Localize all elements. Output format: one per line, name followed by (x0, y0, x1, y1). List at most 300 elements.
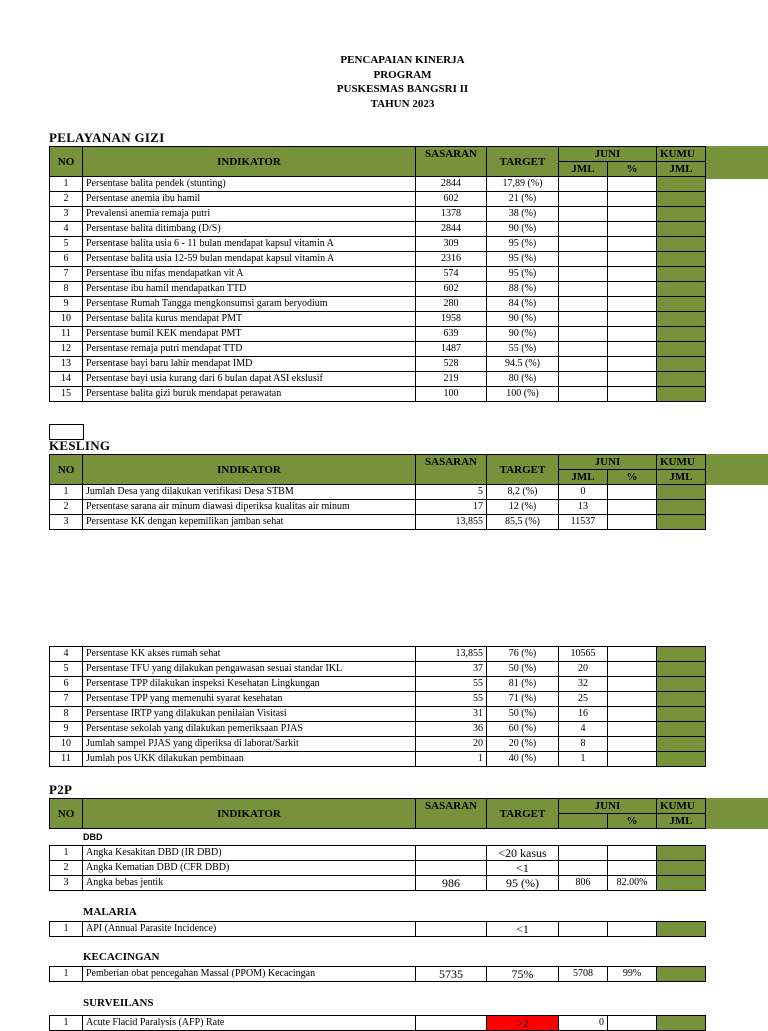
row-target: 17,89 (%) (487, 177, 559, 192)
row-indikator: Persentase Rumah Tangga mengkonsumsi garam beryodium (83, 297, 416, 312)
row-juni-jml (559, 222, 608, 237)
row-indikator: Persentase KK akses rumah sehat (83, 647, 416, 662)
row-indikator: Angka Kesakitan DBD (IR DBD) (83, 846, 416, 861)
row-no: 2 (50, 192, 83, 207)
title-line-2: PROGRAM (373, 68, 432, 81)
row-target: 20 (%) (487, 737, 559, 752)
row-sasaran: 602 (416, 192, 487, 207)
row-no: 9 (50, 722, 83, 737)
row-target: 81 (%) (487, 677, 559, 692)
row-indikator: Prevalensi anemia remaja putri (83, 207, 416, 222)
row-juni-jml (559, 312, 608, 327)
row-no: 7 (50, 692, 83, 707)
row-sasaran (416, 846, 487, 861)
row-indikator: Persentase bayi usia kurang dari 6 bulan dapat ASI ekslusif (83, 372, 416, 387)
table-row (50, 662, 706, 677)
gizi-table (49, 146, 706, 402)
row-indikator: Jumlah sampel PJAS yang diperiksa di laborat/Sarkit (83, 737, 416, 752)
row-juni-jml (559, 237, 608, 252)
row-juni-jml: 5708 (559, 967, 608, 982)
row-juni-pct: 82.00% (608, 876, 657, 891)
row-target: 95 (%) (487, 267, 559, 282)
row-target: 75% (487, 967, 559, 982)
row-juni-pct (608, 737, 657, 752)
row-kumulatif-jml (657, 387, 706, 402)
table-row (50, 692, 706, 707)
row-kumulatif-jml (657, 922, 706, 937)
header-extension (706, 146, 768, 179)
table-row (50, 387, 706, 402)
row-kumulatif-jml (657, 207, 706, 222)
header-extension (706, 798, 768, 829)
row-juni-pct (608, 677, 657, 692)
row-no: 8 (50, 282, 83, 297)
row-sasaran: 2316 (416, 252, 487, 267)
row-kumulatif-jml (657, 252, 706, 267)
row-target: 38 (%) (487, 207, 559, 222)
row-indikator: Angka Kematian DBD (CFR DBD) (83, 861, 416, 876)
row-juni-pct (608, 1016, 657, 1031)
col-kumulatif-header: KUMU (657, 455, 706, 470)
col-sasaran-header: SASARAN (416, 799, 487, 829)
row-no: 11 (50, 752, 83, 767)
row-juni-jml (559, 252, 608, 267)
row-target: >2 (487, 1016, 559, 1031)
row-kumulatif-jml (657, 342, 706, 357)
row-indikator: Jumlah Desa yang dilakukan verifikasi Desa STBM (83, 485, 416, 500)
row-kumulatif-jml (657, 1016, 706, 1031)
table-row (50, 861, 706, 876)
row-target: 100 (%) (487, 387, 559, 402)
row-juni-jml: 0 (559, 485, 608, 500)
row-juni-pct (608, 252, 657, 267)
row-juni-jml (559, 192, 608, 207)
row-no: 12 (50, 342, 83, 357)
col-target-header: TARGET (487, 455, 559, 485)
row-indikator: Persentase balita usia 6 - 11 bulan mendapat kapsul vitamin A (83, 237, 416, 252)
row-sasaran: 602 (416, 282, 487, 297)
row-target: 21 (%) (487, 192, 559, 207)
row-target: 55 (%) (487, 342, 559, 357)
row-no: 1 (50, 1016, 83, 1031)
row-no: 5 (50, 237, 83, 252)
row-indikator: Persentase remaja putri mendapat TTD (83, 342, 416, 357)
table-row (50, 282, 706, 297)
row-juni-pct (608, 387, 657, 402)
row-no: 2 (50, 861, 83, 876)
row-kumulatif-jml (657, 707, 706, 722)
row-no: 3 (50, 876, 83, 891)
col-kumulatif-header: KUMU (657, 147, 706, 162)
dbd-label: DBD (83, 832, 103, 842)
kesling-table (49, 454, 706, 530)
row-no: 4 (50, 647, 83, 662)
row-indikator: Persentase ibu hamil mendapatkan TTD (83, 282, 416, 297)
row-target: 80 (%) (487, 372, 559, 387)
row-no: 7 (50, 267, 83, 282)
row-juni-jml: 8 (559, 737, 608, 752)
table-row (50, 357, 706, 372)
row-kumulatif-jml (657, 692, 706, 707)
row-juni-jml: 32 (559, 677, 608, 692)
dbd-table (49, 845, 706, 891)
row-juni-pct (608, 237, 657, 252)
table-row (50, 967, 706, 982)
row-indikator: Persentase balita kurus mendapat PMT (83, 312, 416, 327)
table-row (50, 297, 706, 312)
col-sasaran-header: SASARAN (416, 147, 487, 177)
table-row (50, 312, 706, 327)
row-juni-jml: 11537 (559, 515, 608, 530)
row-sasaran: 36 (416, 722, 487, 737)
row-juni-pct (608, 207, 657, 222)
row-sasaran: 55 (416, 677, 487, 692)
kesling-table-continued (49, 646, 706, 767)
row-sasaran: 528 (416, 357, 487, 372)
row-sasaran: 1 (416, 752, 487, 767)
row-kumulatif-jml (657, 267, 706, 282)
row-no: 6 (50, 677, 83, 692)
col-juni-pct-header: % (608, 814, 657, 829)
row-juni-jml (559, 267, 608, 282)
row-target: 60 (%) (487, 722, 559, 737)
row-no: 6 (50, 252, 83, 267)
row-target: 50 (%) (487, 707, 559, 722)
row-target: <1 (487, 861, 559, 876)
table-row (50, 207, 706, 222)
row-target: 95 (%) (487, 237, 559, 252)
row-sasaran: 639 (416, 327, 487, 342)
row-indikator: Persentase KK dengan kepemilikan jamban sehat (83, 515, 416, 530)
row-kumulatif-jml (657, 752, 706, 767)
report-title (0, 53, 768, 111)
row-no: 13 (50, 357, 83, 372)
table-row (50, 677, 706, 692)
table-row (50, 752, 706, 767)
row-indikator: Persentase balita usia 12-59 bulan mendapat kapsul vitamin A (83, 252, 416, 267)
row-no: 3 (50, 515, 83, 530)
title-line-1: PENCAPAIAN KINERJA (340, 54, 465, 66)
table-row (50, 922, 706, 937)
table-row (50, 485, 706, 500)
row-juni-jml (559, 327, 608, 342)
row-kumulatif-jml (657, 312, 706, 327)
row-no: 1 (50, 922, 83, 937)
row-target: 71 (%) (487, 692, 559, 707)
row-indikator: Persentase TPP dilakukan inspeksi Kesehatan Lingkungan (83, 677, 416, 692)
table-row (50, 846, 706, 861)
table-row (50, 722, 706, 737)
col-indikator-header: INDIKATOR (83, 147, 416, 177)
row-kumulatif-jml (657, 500, 706, 515)
row-target: <1 (487, 922, 559, 937)
row-juni-pct: 99% (608, 967, 657, 982)
row-juni-jml (559, 922, 608, 937)
col-kumulatif-jml-header: JML (657, 470, 706, 485)
row-target: 85,5 (%) (487, 515, 559, 530)
section-p2p-label: P2P (49, 782, 73, 797)
row-juni-pct (608, 372, 657, 387)
table-row (50, 237, 706, 252)
row-juni-jml: 806 (559, 876, 608, 891)
row-sasaran: 5735 (416, 967, 487, 982)
row-juni-jml: 10565 (559, 647, 608, 662)
row-indikator: Jumlah pos UKK dilakukan pembinaan (83, 752, 416, 767)
row-sasaran: 5 (416, 485, 487, 500)
table-row (50, 707, 706, 722)
kecacingan-table (49, 966, 706, 982)
row-indikator: Persentase balita ditimbang (D/S) (83, 222, 416, 237)
row-juni-jml (559, 387, 608, 402)
surveilans-table (49, 1015, 706, 1031)
row-sasaran (416, 922, 487, 937)
row-sasaran: 2844 (416, 222, 487, 237)
row-sasaran: 986 (416, 876, 487, 891)
table-row (50, 647, 706, 662)
row-kumulatif-jml (657, 647, 706, 662)
row-no: 2 (50, 500, 83, 515)
row-indikator: Persentase balita gizi buruk mendapat perawatan (83, 387, 416, 402)
row-kumulatif-jml (657, 662, 706, 677)
row-juni-jml: 25 (559, 692, 608, 707)
table-row (50, 222, 706, 237)
col-juni-jml-header: JML (559, 162, 608, 177)
row-no: 10 (50, 737, 83, 752)
row-juni-jml: 1 (559, 752, 608, 767)
row-juni-pct (608, 177, 657, 192)
table-row (50, 372, 706, 387)
col-no-header: NO (50, 799, 83, 829)
row-juni-pct (608, 707, 657, 722)
row-indikator: Persentase bayi baru lahir mendapat IMD (83, 357, 416, 372)
row-juni-jml: 16 (559, 707, 608, 722)
row-juni-pct (608, 192, 657, 207)
col-no-header: NO (50, 147, 83, 177)
col-juni-jml-header (559, 814, 608, 829)
row-kumulatif-jml (657, 282, 706, 297)
section-gizi-label: PELAYANAN GIZI (49, 130, 165, 145)
malaria-table (49, 921, 706, 937)
row-kumulatif-jml (657, 861, 706, 876)
p2p-header-table (49, 798, 706, 829)
row-no: 4 (50, 222, 83, 237)
row-sasaran: 1487 (416, 342, 487, 357)
table-row (50, 515, 706, 530)
col-indikator-header: INDIKATOR (83, 455, 416, 485)
table-row (50, 192, 706, 207)
row-indikator: Persentase ibu nifas mendapatkan vit A (83, 267, 416, 282)
surveilans-label: SURVEILANS (83, 997, 154, 1009)
row-juni-pct (608, 515, 657, 530)
row-juni-pct (608, 282, 657, 297)
row-juni-pct (608, 722, 657, 737)
row-kumulatif-jml (657, 177, 706, 192)
row-no: 1 (50, 177, 83, 192)
row-no: 8 (50, 707, 83, 722)
row-kumulatif-jml (657, 485, 706, 500)
col-no-header: NO (50, 455, 83, 485)
row-target: 94.5 (%) (487, 357, 559, 372)
table-row (50, 327, 706, 342)
row-no: 1 (50, 485, 83, 500)
table-row (50, 252, 706, 267)
row-kumulatif-jml (657, 722, 706, 737)
row-juni-pct (608, 222, 657, 237)
row-sasaran: 17 (416, 500, 487, 515)
row-indikator: Pemberian obat pencegahan Massal (PPOM) Kecacingan (83, 967, 416, 982)
row-juni-pct (608, 357, 657, 372)
row-target: 88 (%) (487, 282, 559, 297)
row-juni-pct (608, 327, 657, 342)
row-juni-jml: 4 (559, 722, 608, 737)
row-juni-pct (608, 647, 657, 662)
row-kumulatif-jml (657, 237, 706, 252)
row-no: 5 (50, 662, 83, 677)
row-sasaran: 1958 (416, 312, 487, 327)
col-juni-jml-header: JML (559, 470, 608, 485)
row-juni-jml (559, 357, 608, 372)
col-indikator-header: INDIKATOR (83, 799, 416, 829)
row-no: 11 (50, 327, 83, 342)
row-target: 12 (%) (487, 500, 559, 515)
row-sasaran: 574 (416, 267, 487, 282)
row-kumulatif-jml (657, 737, 706, 752)
table-row (50, 737, 706, 752)
row-target: <20 kasus (487, 846, 559, 861)
row-no: 10 (50, 312, 83, 327)
col-sasaran-header: SASARAN (416, 455, 487, 485)
section-kesling-label: KESLING (49, 438, 111, 453)
title-line-4: TAHUN 2023 (370, 97, 435, 110)
col-target-header: TARGET (487, 799, 559, 829)
row-juni-jml (559, 282, 608, 297)
row-sasaran (416, 1016, 487, 1031)
kecacingan-label: KECACINGAN (83, 951, 160, 963)
row-indikator: Persentase bumil KEK mendapat PMT (83, 327, 416, 342)
row-juni-pct (608, 662, 657, 677)
row-no: 15 (50, 387, 83, 402)
col-juni-header: JUNI (559, 455, 657, 470)
row-no: 1 (50, 846, 83, 861)
col-juni-header: JUNI (559, 147, 657, 162)
row-target: 84 (%) (487, 297, 559, 312)
row-kumulatif-jml (657, 677, 706, 692)
row-juni-pct (608, 267, 657, 282)
table-row (50, 1016, 706, 1031)
table-row (50, 267, 706, 282)
row-target: 50 (%) (487, 662, 559, 677)
table-row (50, 876, 706, 891)
row-sasaran: 31 (416, 707, 487, 722)
row-target: 90 (%) (487, 222, 559, 237)
row-juni-pct (608, 922, 657, 937)
col-juni-header: JUNI (559, 799, 657, 814)
row-sasaran: 2844 (416, 177, 487, 192)
col-juni-pct-header: % (608, 162, 657, 177)
row-target: 8,2 (%) (487, 485, 559, 500)
row-juni-pct (608, 692, 657, 707)
row-indikator: Persentase TPP yang memenuhi syarat kesehatan (83, 692, 416, 707)
row-sasaran: 13,855 (416, 515, 487, 530)
row-juni-pct (608, 485, 657, 500)
row-indikator: Persentase TFU yang dilakukan pengawasan sesuai standar IKL (83, 662, 416, 677)
row-target: 90 (%) (487, 312, 559, 327)
row-kumulatif-jml (657, 372, 706, 387)
row-indikator: Persentase balita pendek (stunting) (83, 177, 416, 192)
row-sasaran: 37 (416, 662, 487, 677)
row-juni-jml (559, 342, 608, 357)
malaria-label: MALARIA (83, 906, 137, 918)
row-kumulatif-jml (657, 192, 706, 207)
row-juni-pct (608, 861, 657, 876)
row-juni-jml (559, 177, 608, 192)
row-kumulatif-jml (657, 357, 706, 372)
row-juni-jml (559, 372, 608, 387)
row-juni-pct (608, 342, 657, 357)
table-row (50, 177, 706, 192)
row-sasaran: 100 (416, 387, 487, 402)
row-indikator: API (Annual Parasite Incidence) (83, 922, 416, 937)
col-kumulatif-jml-header: JML (657, 162, 706, 177)
row-no: 14 (50, 372, 83, 387)
title-line-3: PUSKESMAS BANGSRI II (336, 83, 469, 95)
row-juni-jml (559, 297, 608, 312)
row-no: 9 (50, 297, 83, 312)
row-juni-jml (559, 846, 608, 861)
row-sasaran: 13,855 (416, 647, 487, 662)
col-kumulatif-jml-header: JML (657, 814, 706, 829)
row-kumulatif-jml (657, 846, 706, 861)
col-kumulatif-header: KUMU (657, 799, 706, 814)
row-juni-pct (608, 752, 657, 767)
row-juni-pct (608, 500, 657, 515)
row-no: 1 (50, 967, 83, 982)
row-kumulatif-jml (657, 967, 706, 982)
row-target: 95 (%) (487, 252, 559, 267)
row-juni-jml: 13 (559, 500, 608, 515)
row-sasaran (416, 861, 487, 876)
table-row (50, 500, 706, 515)
row-kumulatif-jml (657, 515, 706, 530)
row-sasaran: 280 (416, 297, 487, 312)
row-no: 3 (50, 207, 83, 222)
row-juni-jml: 20 (559, 662, 608, 677)
row-juni-jml: 0 (559, 1016, 608, 1031)
row-sasaran: 1378 (416, 207, 487, 222)
row-target: 95 (%) (487, 876, 559, 891)
col-juni-pct-header: % (608, 470, 657, 485)
row-juni-jml (559, 861, 608, 876)
row-juni-pct (608, 846, 657, 861)
row-juni-pct (608, 297, 657, 312)
row-target: 76 (%) (487, 647, 559, 662)
row-sasaran: 219 (416, 372, 487, 387)
row-indikator: Persentase sarana air minum diawasi diperiksa kualitas air minum (83, 500, 416, 515)
row-indikator: Persentase sekolah yang dilakukan pemeriksaan PJAS (83, 722, 416, 737)
row-indikator: Persentase IRTP yang dilakukan penilaian Visitasi (83, 707, 416, 722)
row-kumulatif-jml (657, 876, 706, 891)
row-target: 90 (%) (487, 327, 559, 342)
row-target: 40 (%) (487, 752, 559, 767)
row-sasaran: 55 (416, 692, 487, 707)
row-juni-jml (559, 207, 608, 222)
row-kumulatif-jml (657, 297, 706, 312)
row-kumulatif-jml (657, 327, 706, 342)
row-kumulatif-jml (657, 222, 706, 237)
row-indikator: Persentase anemia ibu hamil (83, 192, 416, 207)
row-juni-pct (608, 312, 657, 327)
row-indikator: Acute Flacid Paralysis (AFP) Rate (83, 1016, 416, 1031)
